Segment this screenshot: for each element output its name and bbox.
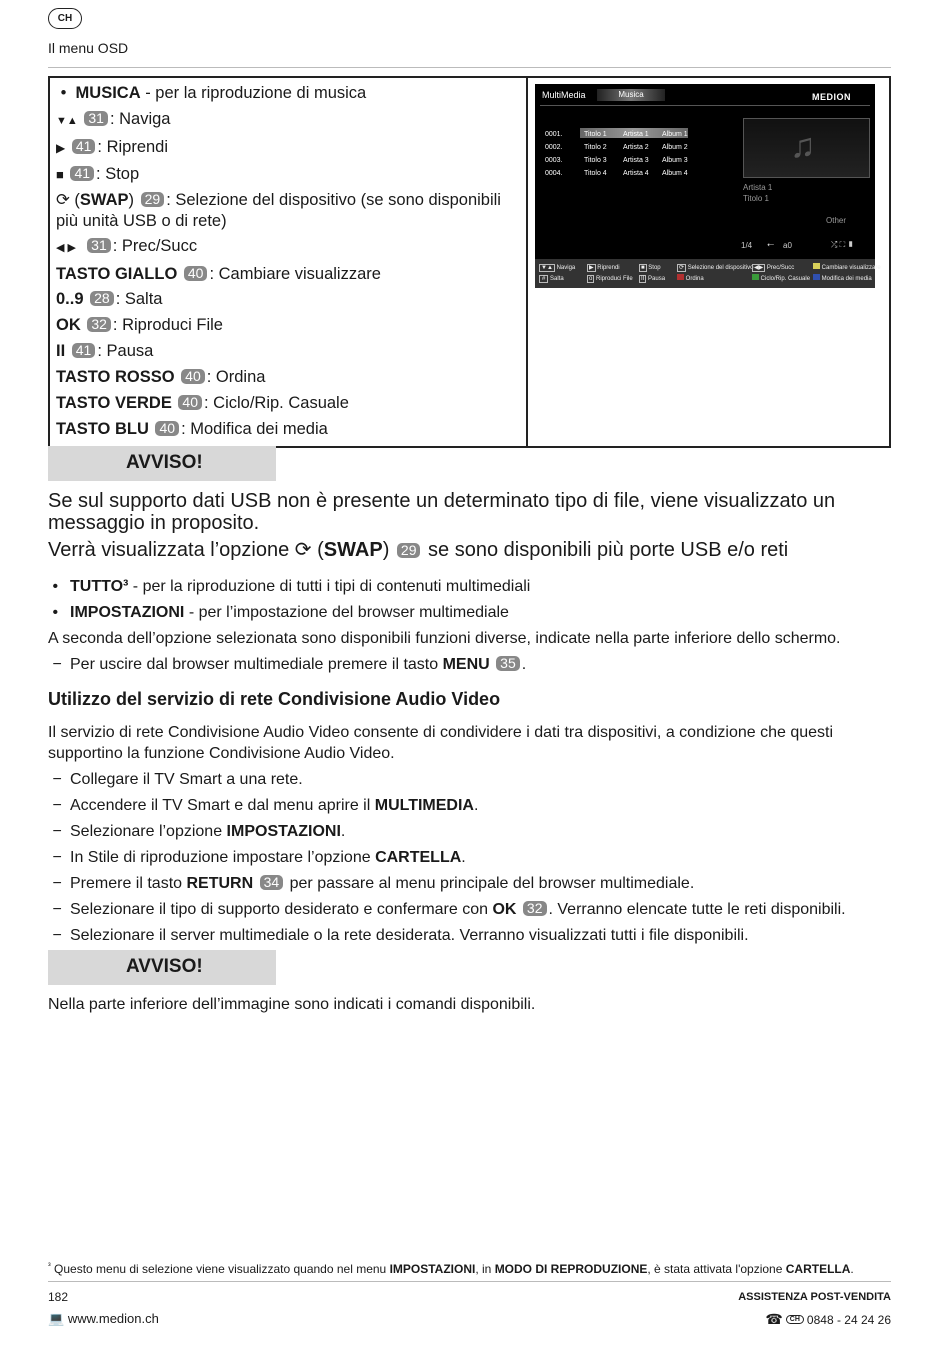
nav-icon: ▼▲ (541, 265, 553, 271)
country-badge: CH (48, 8, 82, 29)
country-badge-small: CH (786, 1315, 804, 1324)
green-key-icon (752, 274, 759, 280)
list-item: TASTO GIALLO 40 : Cambiare visualizzare (56, 264, 381, 283)
list-item: ▶ 41 : Riprendi (56, 137, 169, 156)
service-label: ASSISTENZA POST-VENDITA (738, 1291, 891, 1303)
step-item: − Accendere il TV Smart e dal menu aprire il MULTIMEDIA. (48, 797, 479, 814)
brand-logo: MEDION (812, 92, 851, 102)
source-label: a0 (783, 241, 792, 250)
list-item: • TUTTO³ - per la riproduzione di tutti i tipi di contenuti multimediali (48, 578, 531, 595)
play-icon: ▶ (589, 265, 594, 271)
legend-col-2: ▶ Riprendi o Riproduci File (589, 265, 633, 282)
pause-icon: II (56, 342, 70, 361)
list-item: OK 32 : Riproduci File (56, 316, 223, 335)
track-row[interactable]: 0002. Titolo 2 Artista 2 Album 2 (545, 144, 688, 151)
list-item: − Per uscire dal browser multimediale premere il tasto MENU 35 . (48, 655, 527, 673)
up-down-arrow-icon: ▼▲ (56, 114, 78, 127)
page-number: 182 (48, 1290, 69, 1304)
step-item: − Collegare il TV Smart a una rete. (48, 771, 303, 788)
now-playing-info: Artista 1 Titolo 1 (743, 183, 773, 203)
list-item: ◀ ▶ 31 : Prec/Succ (56, 236, 198, 255)
step-item: − In Stile di riproduzione impostare l’opzione CARTELLA. (48, 849, 466, 866)
notice-box: AVVISO! (48, 446, 276, 481)
screen-title: MultiMedia (542, 90, 586, 100)
av-sharing-paragraph: Il servizio di rete Condivisione Audio Video consente di condividere i dati tra dispositivi, a condizione che questi supportino la funzione Condivisione Audio Video. (48, 724, 834, 762)
info-other: Other (826, 216, 847, 225)
functions-paragraph: A seconda dell’opzione selezionata sono disponibili funzioni diverse, indicate nella parte inferiore dello schermo. (48, 630, 841, 647)
legend-col-3: ■ Stop II Pausa (641, 265, 666, 282)
red-key-icon (677, 274, 684, 280)
ok-icon: o (589, 276, 593, 282)
play-icon: ▶ (56, 140, 66, 155)
legend-col-4: ⟳ Selezione del dispositivo Ordina (679, 265, 754, 282)
blue-key-icon (813, 274, 820, 280)
swap-option-paragraph: Verrà visualizzata l’opzione ⟳ (SWAP) 29 se sono disponibili più porte USB e/o reti (48, 539, 789, 561)
service-phone: ☎ CH 0848 - 24 24 26 (765, 1311, 891, 1327)
list-item: • MUSICA - per la riproduzione di musica (56, 84, 367, 102)
numeric-key-icon: # (539, 275, 548, 283)
legend-col-1: ▼▲ Naviga # Salta (541, 265, 576, 282)
prev-next-icon: ◀▶ (754, 265, 764, 271)
prev-next-icon: ◀ ▶ (56, 241, 76, 254)
laptop-icon: 💻 (48, 1311, 65, 1326)
list-item: • IMPOSTAZIONI - per l’impostazione del browser multimediale (48, 604, 509, 621)
swap-icon: ⟳ (294, 539, 312, 561)
website-link[interactable]: 💻 www.medion.ch (48, 1311, 159, 1326)
track-counter: 1/4 (741, 241, 753, 250)
track-row[interactable]: 0001. Titolo 1 Artista 1 Album 1 (545, 131, 688, 138)
commands-paragraph: Nella parte inferiore dell’immagine sono indicati i comandi disponibili. (48, 996, 536, 1013)
legend-col-6: Cambiare visualizzare Modifica dei media (813, 263, 881, 285)
controls-list (49, 77, 527, 447)
swap-icon: ⟳ (679, 265, 685, 271)
notice-box: AVVISO! (48, 950, 276, 985)
music-browser-screenshot (535, 84, 881, 288)
list-item: TASTO VERDE 40 : Ciclo/Rip. Casuale (56, 394, 349, 413)
section-title: Il menu OSD (48, 40, 129, 56)
legend-col-5: ◀▶ Prec/Succ Ciclo/Rip. Casuale (754, 265, 811, 282)
stop-icon: ■ (641, 265, 645, 271)
step-item: − Selezionare il tipo di supporto desiderato e confermare con OK 32 . Verranno elencate tutte le reti disponibili. (48, 900, 846, 918)
list-item: 0..9 28 : Salta (56, 290, 163, 309)
music-note-icon: ♫ (790, 127, 816, 165)
list-item: II 41 : Pausa (56, 342, 154, 361)
pause-icon: II (641, 276, 645, 282)
footnote: $^{^3}$ Questo menu di selezione viene visualizzato quando nel menu IMPOSTAZIONI, in MODO DI REPRODUZIONE, è stata attivata l'opzione CARTELLA. (48, 1261, 854, 1276)
screenshot-cell (527, 77, 890, 447)
step-item: − Premere il tasto RETURN 34 per passare al menu principale del browser multimediale. (48, 874, 695, 892)
step-item: − Selezionare l’opzione IMPOSTAZIONI. (48, 823, 346, 840)
usb-icon: ⭠ (767, 239, 775, 249)
track-row[interactable]: 0004. Titolo 4 Artista 4 Album 4 (545, 170, 688, 177)
album-art-frame (743, 118, 870, 178)
list-item: ▼▲ 31 : Naviga (56, 109, 171, 128)
phone-icon: ☎ (765, 1311, 783, 1327)
track-row[interactable]: 0003. Titolo 3 Artista 3 Album 3 (545, 157, 688, 164)
section-heading: Utilizzo del servizio di rete Condivisione Audio Video (48, 689, 501, 709)
header-divider (48, 67, 891, 68)
list-item: ⟳ (SWAP) 29 : Selezione del dispositivo (se sono disponibili più unità USB o di rete) (56, 190, 501, 230)
stop-icon: ■ (56, 166, 64, 182)
usb-message-paragraph: Se sul supporto dati USB non è presente un determinato tipo di file, viene visualizzato un messaggio in proposito. (48, 490, 836, 534)
music-controls-table (48, 76, 891, 448)
list-item: TASTO BLU 40 : Modifica dei media (56, 419, 328, 438)
list-item: ■ 41 : Stop (56, 164, 140, 183)
list-item: TASTO ROSSO 40 : Ordina (56, 368, 266, 387)
screen-tab-music: Musica (597, 89, 665, 101)
yellow-key-icon (813, 263, 820, 269)
shuffle-repeat-icon: ⤮ ⛶ ▮ (831, 240, 854, 249)
swap-icon: ⟳ (56, 190, 70, 209)
step-item: − Selezionare il server multimediale o la rete desiderata. Verranno visualizzati tutti i file disponibili. (48, 927, 749, 944)
track-list (545, 128, 688, 180)
screen-divider (540, 105, 870, 106)
footer-divider (48, 1281, 891, 1282)
